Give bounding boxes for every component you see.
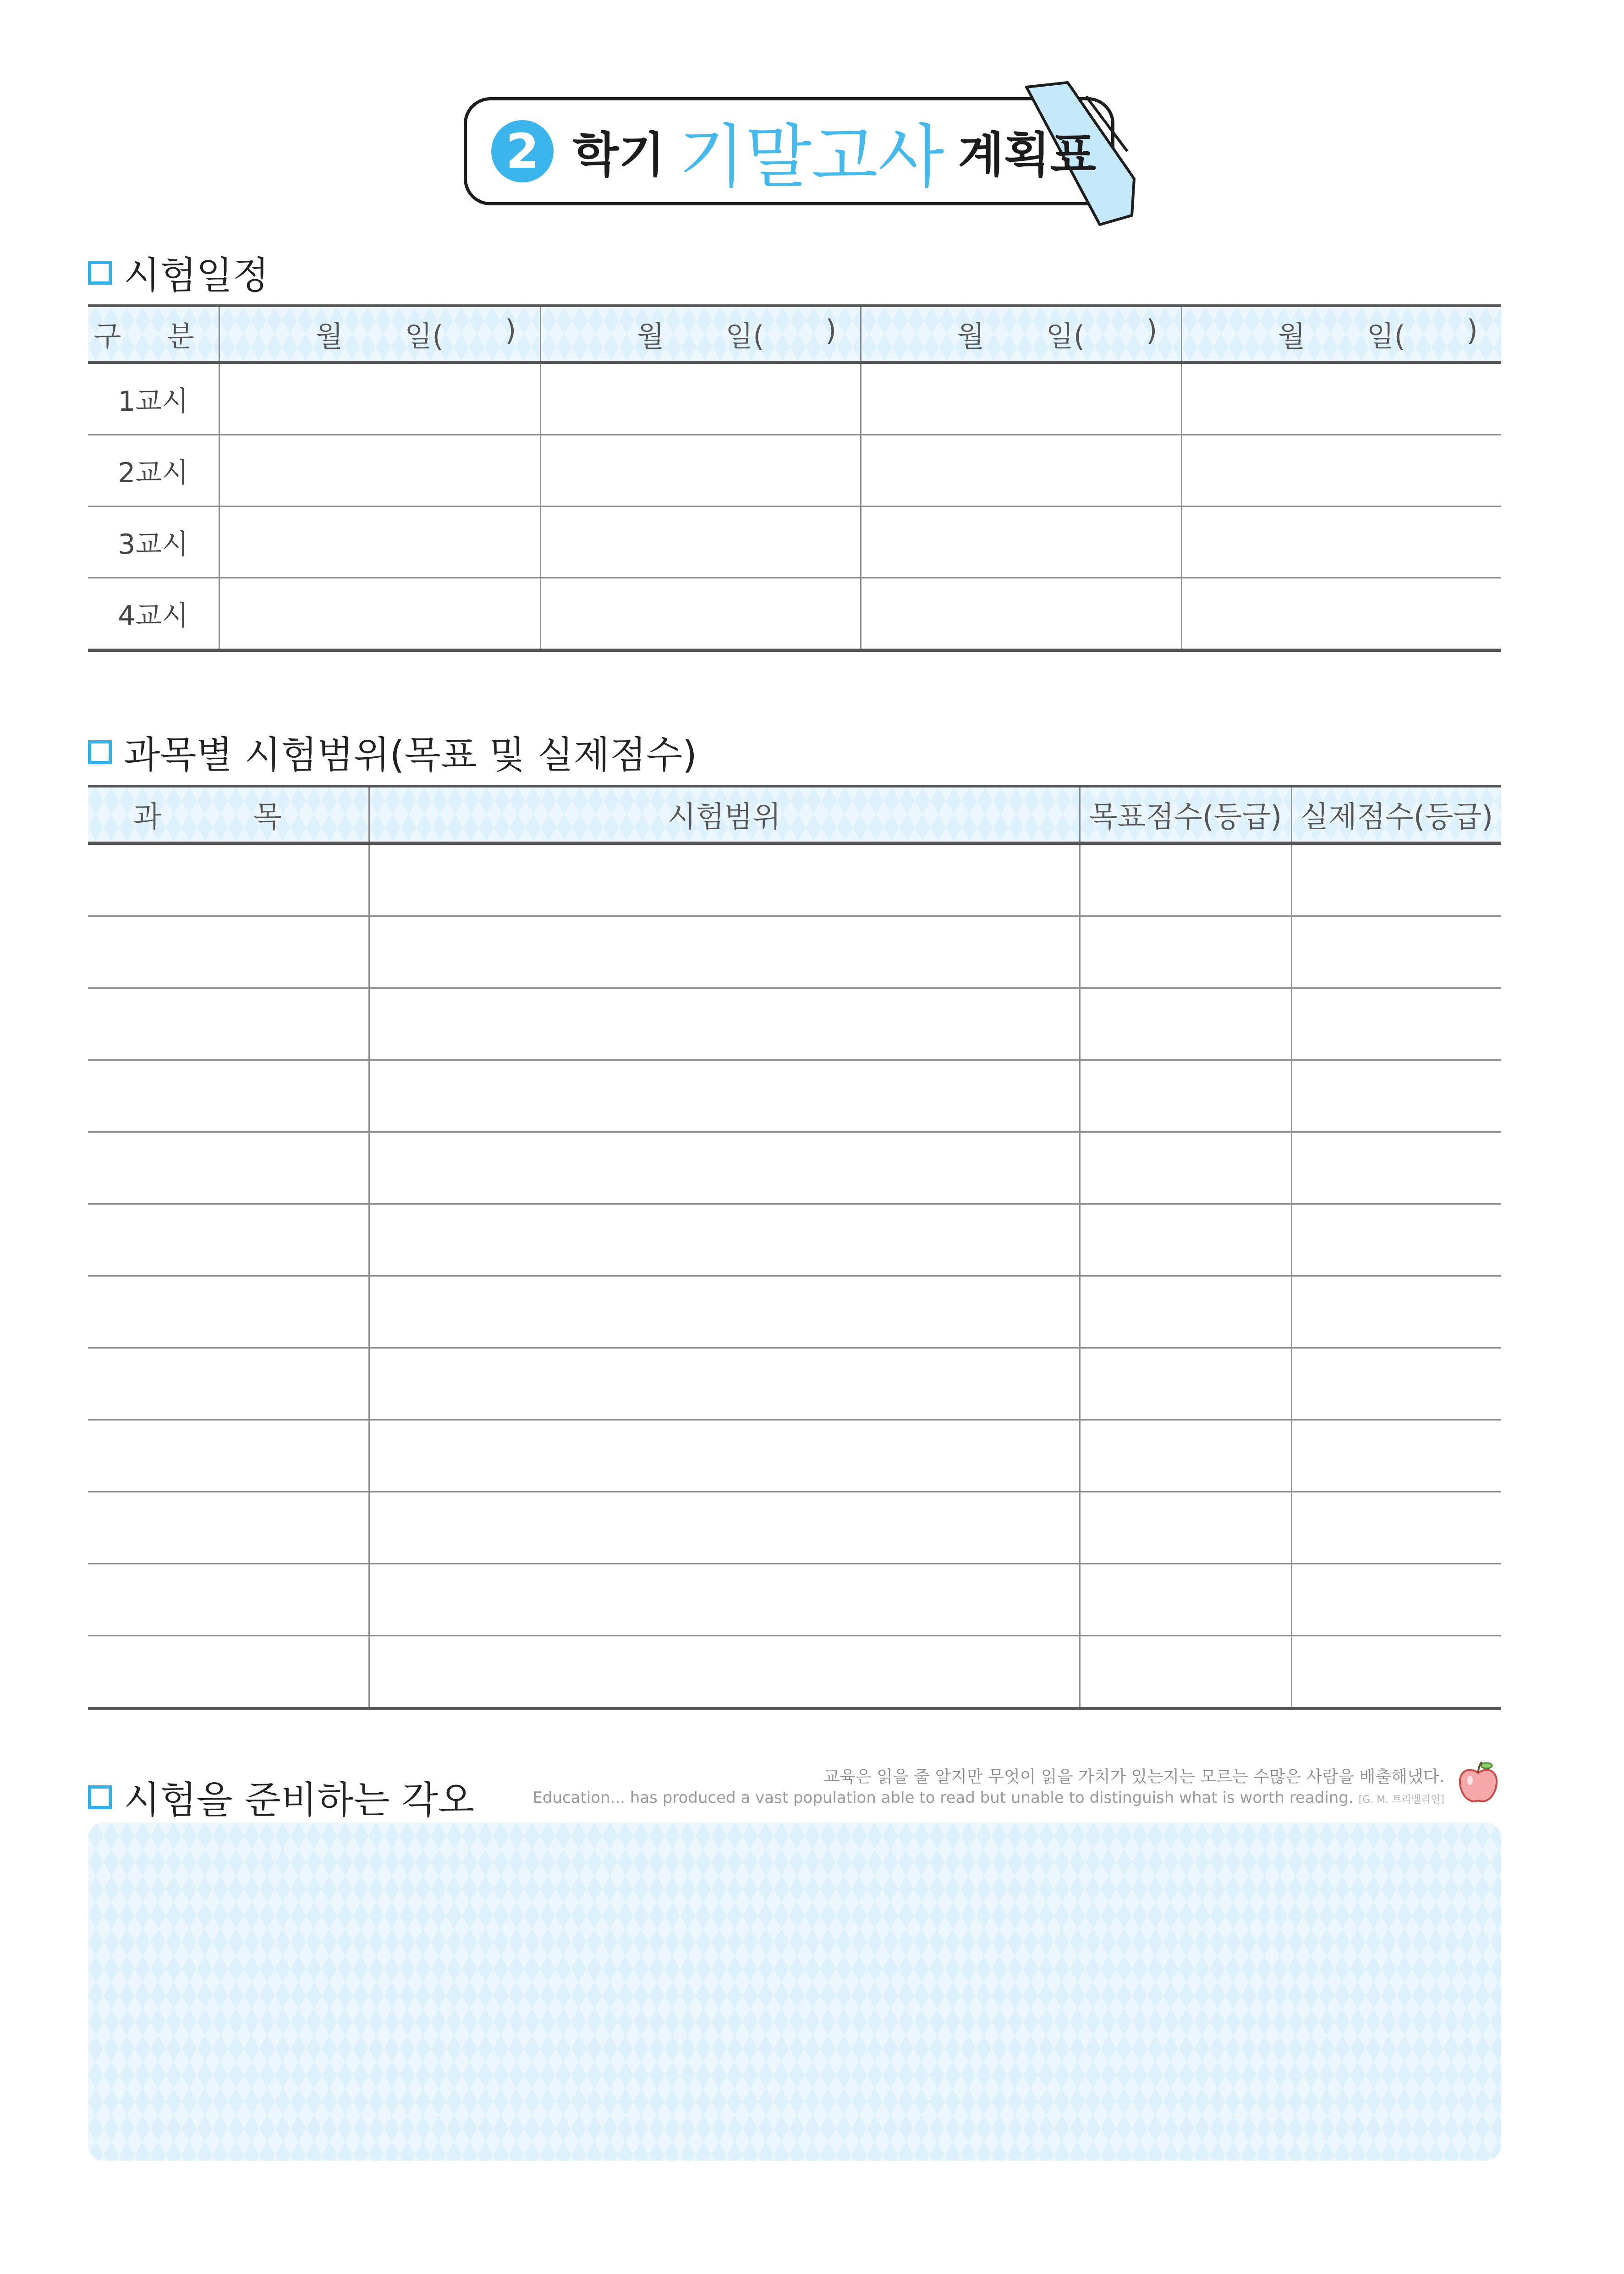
target-score-cell[interactable] <box>1080 1492 1291 1564</box>
target-score-cell[interactable] <box>1080 1564 1291 1636</box>
schedule-corner-header: 구 분 <box>88 306 219 363</box>
actual-score-cell[interactable] <box>1291 1060 1501 1132</box>
target-score-header: 목표점수(등급) <box>1080 786 1291 843</box>
table-row <box>88 435 1501 507</box>
range-cell[interactable] <box>369 1564 1080 1636</box>
table-row <box>88 988 1501 1060</box>
title-word-semester: 학기 <box>573 127 665 183</box>
actual-score-cell[interactable] <box>1291 1276 1501 1348</box>
actual-score-cell[interactable] <box>1291 1420 1501 1492</box>
page-title <box>573 116 1096 197</box>
table-row <box>88 1420 1501 1492</box>
target-score-cell[interactable] <box>1080 1636 1291 1709</box>
table-row <box>88 843 1501 916</box>
range-cell[interactable] <box>369 1204 1080 1276</box>
schedule-cell[interactable] <box>861 363 1181 435</box>
range-cell[interactable] <box>369 1636 1080 1709</box>
table-row <box>88 507 1501 578</box>
resolve-section-title: 시험을 준비하는 각오 <box>124 1778 475 1822</box>
schedule-cell[interactable] <box>861 578 1181 650</box>
period-label: 1교시 <box>88 363 219 435</box>
day-header-2: 월 일( ) <box>540 306 861 363</box>
table-row <box>88 1492 1501 1564</box>
actual-score-header: 실제점수(등급) <box>1291 786 1501 843</box>
table-row <box>88 916 1501 988</box>
quote-english-text: Education... has produced a vast population able to read but unable to distinguish what is worth reading. <box>532 1789 1354 1807</box>
actual-score-cell[interactable] <box>1291 1204 1501 1276</box>
table-row <box>88 1348 1501 1420</box>
range-cell[interactable] <box>369 1132 1080 1204</box>
quote-korean: 교육은 읽을 줄 알지만 무엇이 읽을 가치가 있는지는 모르는 수많은 사람을 배출해냈다. <box>823 1767 1444 1786</box>
subject-cell[interactable] <box>88 1204 369 1276</box>
range-header-row <box>88 786 1501 843</box>
schedule-cell[interactable] <box>540 578 861 650</box>
schedule-cell[interactable] <box>1181 578 1501 650</box>
exam-schedule-table <box>88 304 1501 652</box>
day-header-4: 월 일( ) <box>1181 306 1501 363</box>
range-cell[interactable] <box>369 1276 1080 1348</box>
target-score-cell[interactable] <box>1080 843 1291 916</box>
resolve-section-header <box>88 1770 474 1824</box>
schedule-cell[interactable] <box>1181 507 1501 578</box>
subject-cell[interactable] <box>88 1276 369 1348</box>
target-score-cell[interactable] <box>1080 1276 1291 1348</box>
actual-score-cell[interactable] <box>1291 1132 1501 1204</box>
range-cell[interactable] <box>369 1348 1080 1420</box>
table-row <box>88 363 1501 435</box>
schedule-cell[interactable] <box>861 507 1181 578</box>
subject-cell[interactable] <box>88 1348 369 1420</box>
subject-cell[interactable] <box>88 988 369 1060</box>
apple-icon <box>1456 1760 1500 1806</box>
range-section-header <box>88 725 697 779</box>
schedule-cell[interactable] <box>219 435 540 507</box>
range-cell[interactable] <box>369 1492 1080 1564</box>
schedule-cell[interactable] <box>540 507 861 578</box>
resolve-writing-area[interactable] <box>88 1823 1501 2161</box>
schedule-cell[interactable] <box>1181 363 1501 435</box>
day-header-1: 월 일( ) <box>219 306 540 363</box>
exam-range-table <box>88 785 1501 1710</box>
range-section-title: 과목별 시험범위(목표 및 실제점수) <box>124 733 697 777</box>
schedule-cell[interactable] <box>219 578 540 650</box>
subject-cell[interactable] <box>88 1132 369 1204</box>
target-score-cell[interactable] <box>1080 1204 1291 1276</box>
title-word-plan: 계획표 <box>958 127 1096 183</box>
target-score-cell[interactable] <box>1080 1132 1291 1204</box>
semester-number-badge: 2 <box>491 120 554 182</box>
range-cell[interactable] <box>369 988 1080 1060</box>
table-row <box>88 1564 1501 1636</box>
schedule-header-row <box>88 306 1501 363</box>
range-cell[interactable] <box>369 843 1080 916</box>
subject-cell[interactable] <box>88 1564 369 1636</box>
subject-cell[interactable] <box>88 1636 369 1709</box>
subject-cell[interactable] <box>88 843 369 916</box>
actual-score-cell[interactable] <box>1291 1348 1501 1420</box>
table-row <box>88 1060 1501 1132</box>
schedule-section-title: 시험일정 <box>124 254 269 297</box>
checkbox-square-icon <box>88 261 112 285</box>
table-row <box>88 1636 1501 1709</box>
quote-english <box>532 1789 1444 1807</box>
title-word-exam: 기말고사 <box>678 117 944 197</box>
period-label: 3교시 <box>88 507 219 578</box>
actual-score-cell[interactable] <box>1291 916 1501 988</box>
subject-header: 과 목 <box>88 786 369 843</box>
schedule-cell[interactable] <box>540 435 861 507</box>
schedule-cell[interactable] <box>1181 435 1501 507</box>
schedule-cell[interactable] <box>540 363 861 435</box>
range-cell[interactable] <box>369 1060 1080 1132</box>
schedule-cell[interactable] <box>219 507 540 578</box>
range-cell[interactable] <box>369 1420 1080 1492</box>
period-label: 4교시 <box>88 578 219 650</box>
actual-score-cell[interactable] <box>1291 988 1501 1060</box>
checkbox-square-icon <box>88 1785 112 1809</box>
actual-score-cell[interactable] <box>1291 1564 1501 1636</box>
range-header: 시험범위 <box>369 786 1080 843</box>
actual-score-cell[interactable] <box>1291 1492 1501 1564</box>
actual-score-cell[interactable] <box>1291 1636 1501 1709</box>
quote-author: [G. M. 트리벨리언] <box>1358 1794 1444 1806</box>
table-row <box>88 578 1501 650</box>
target-score-cell[interactable] <box>1080 1348 1291 1420</box>
subject-cell[interactable] <box>88 1420 369 1492</box>
table-row <box>88 1204 1501 1276</box>
target-score-cell[interactable] <box>1080 1420 1291 1492</box>
checkbox-square-icon <box>88 740 112 764</box>
day-header-3: 월 일( ) <box>861 306 1181 363</box>
table-row <box>88 1276 1501 1348</box>
actual-score-cell[interactable] <box>1291 843 1501 916</box>
target-score-cell[interactable] <box>1080 988 1291 1060</box>
target-score-cell[interactable] <box>1080 916 1291 988</box>
period-label: 2교시 <box>88 435 219 507</box>
subject-cell[interactable] <box>88 1492 369 1564</box>
range-cell[interactable] <box>369 916 1080 988</box>
table-row <box>88 1132 1501 1204</box>
schedule-section-header <box>88 246 269 299</box>
subject-cell[interactable] <box>88 1060 369 1132</box>
target-score-cell[interactable] <box>1080 1060 1291 1132</box>
subject-cell[interactable] <box>88 916 369 988</box>
schedule-cell[interactable] <box>861 435 1181 507</box>
schedule-cell[interactable] <box>219 363 540 435</box>
